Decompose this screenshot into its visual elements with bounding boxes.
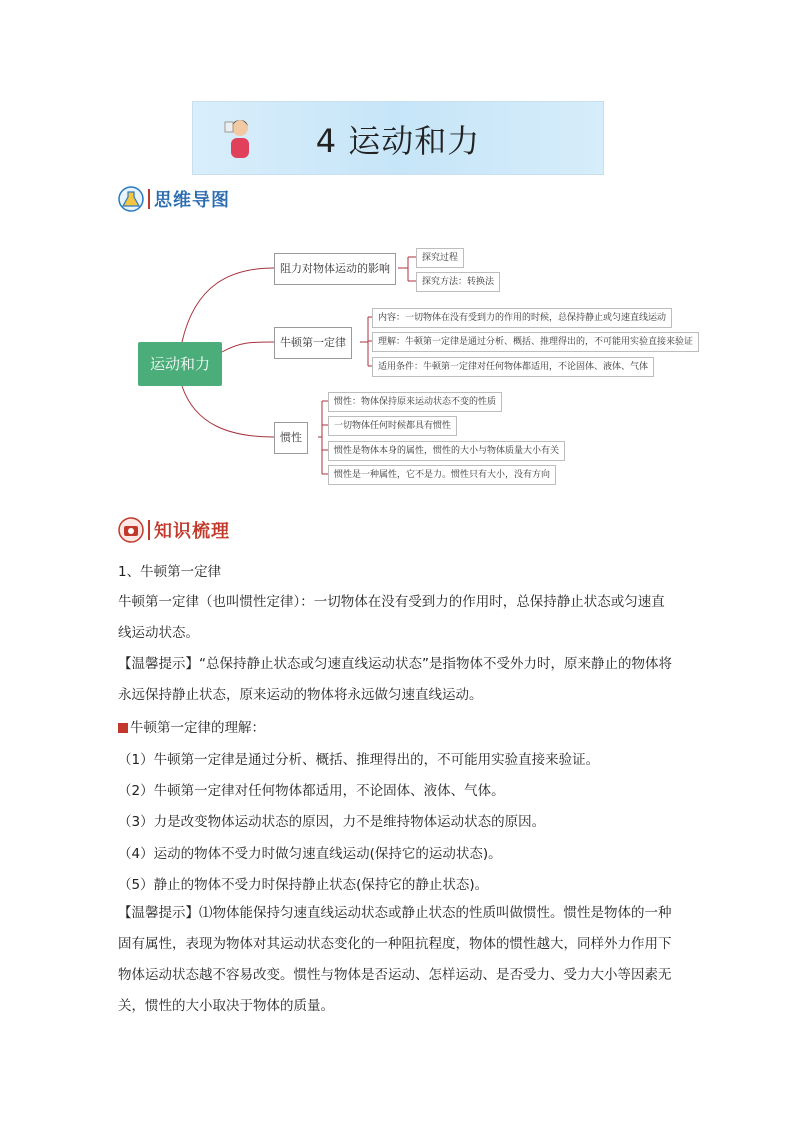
paragraph-tip: 【温馨提示】“总保持静止状态或匀速直线运动状态”是指物体不受外力时，原来静止的物体将永远保持静止状态，原来运动的物体将永远做匀速直线运动。 — [118, 656, 672, 703]
mindmap-branch: 牛顿第一定律 — [274, 327, 352, 359]
mindmap-leaf: 探究过程 — [416, 248, 464, 268]
mindmap-leaf: 惯性是一种属性，它不是力。惯性只有大小，没有方向 — [328, 465, 556, 485]
list-item: （3）力是改变物体运动状态的原因，力不是维持物体运动状态的原因。 — [118, 814, 546, 830]
mindmap-leaf: 惯性是物体本身的属性，惯性的大小与物体质量大小有关 — [328, 441, 565, 461]
mindmap-leaf: 内容：一切物体在没有受到力的作用的时候，总保持静止或匀速直线运动 — [372, 308, 672, 328]
mindmap-branch: 阻力对物体运动的影响 — [274, 253, 396, 285]
list-item: （4）运动的物体不受力时做匀速直线运动(保持它的运动状态)。 — [118, 846, 502, 862]
list-item: （2）牛顿第一定律对任何物体都适用，不论固体、液体、气体。 — [118, 783, 505, 799]
section-divider — [148, 520, 150, 540]
red-square-bullet-icon — [118, 723, 128, 733]
heading-newton-first-law: 1、牛顿第一定律 — [118, 564, 222, 580]
camera-icon — [118, 517, 144, 543]
mindmap-leaf: 探究方法：转换法 — [416, 272, 500, 292]
mindmap-root: 运动和力 — [138, 342, 222, 386]
mindmap-branch: 惯性 — [274, 422, 308, 454]
paragraph-definition: 牛顿第一定律（也叫惯性定律）：一切物体在没有受到力的作用时，总保持静止状态或匀速直线运动状态。 — [118, 594, 665, 641]
page-title: 4 运动和力 — [315, 122, 481, 160]
section-title: 思维导图 — [154, 190, 230, 211]
list-item: （5）静止的物体不受力时保持静止状态(保持它的静止状态)。 — [118, 877, 489, 893]
mindmap-leaf: 理解：牛顿第一定律是通过分析、概括、推理得出的，不可能用实验直接来验证 — [372, 332, 699, 352]
mindmap-leaf: 一切物体任何时候都具有惯性 — [328, 416, 457, 436]
understanding-heading — [118, 716, 265, 736]
section-title: 知识梳理 — [154, 521, 230, 542]
mindmap-leaf: 惯性：物体保持原来运动状态不变的性质 — [328, 392, 502, 412]
mindmap-leaf: 适用条件：牛顿第一定律对任何物体都适用，不论固体、液体、气体 — [372, 357, 654, 377]
list-item: （1）牛顿第一定律是通过分析、概括、推理得出的，不可能用实验直接来验证。 — [118, 752, 600, 768]
paragraph-tip-inertia: 【温馨提示】⑴物体能保持匀速直线运动状态或静止状态的性质叫做惯性。惯性是物体的一种固有属性，表现为物体对其运动状态变化的一种阻抗程度，物体的惯性越大，同样外力作用下物体运动状态越不容易改变。惯性与物体是否运动、怎样运动、是否受力、受力大小等因素无关，惯性的大小取决于物体的质量。 — [118, 905, 672, 1014]
understanding-title: 牛顿第一定律的理解： — [130, 720, 265, 736]
section-header-knowledge — [118, 517, 230, 543]
